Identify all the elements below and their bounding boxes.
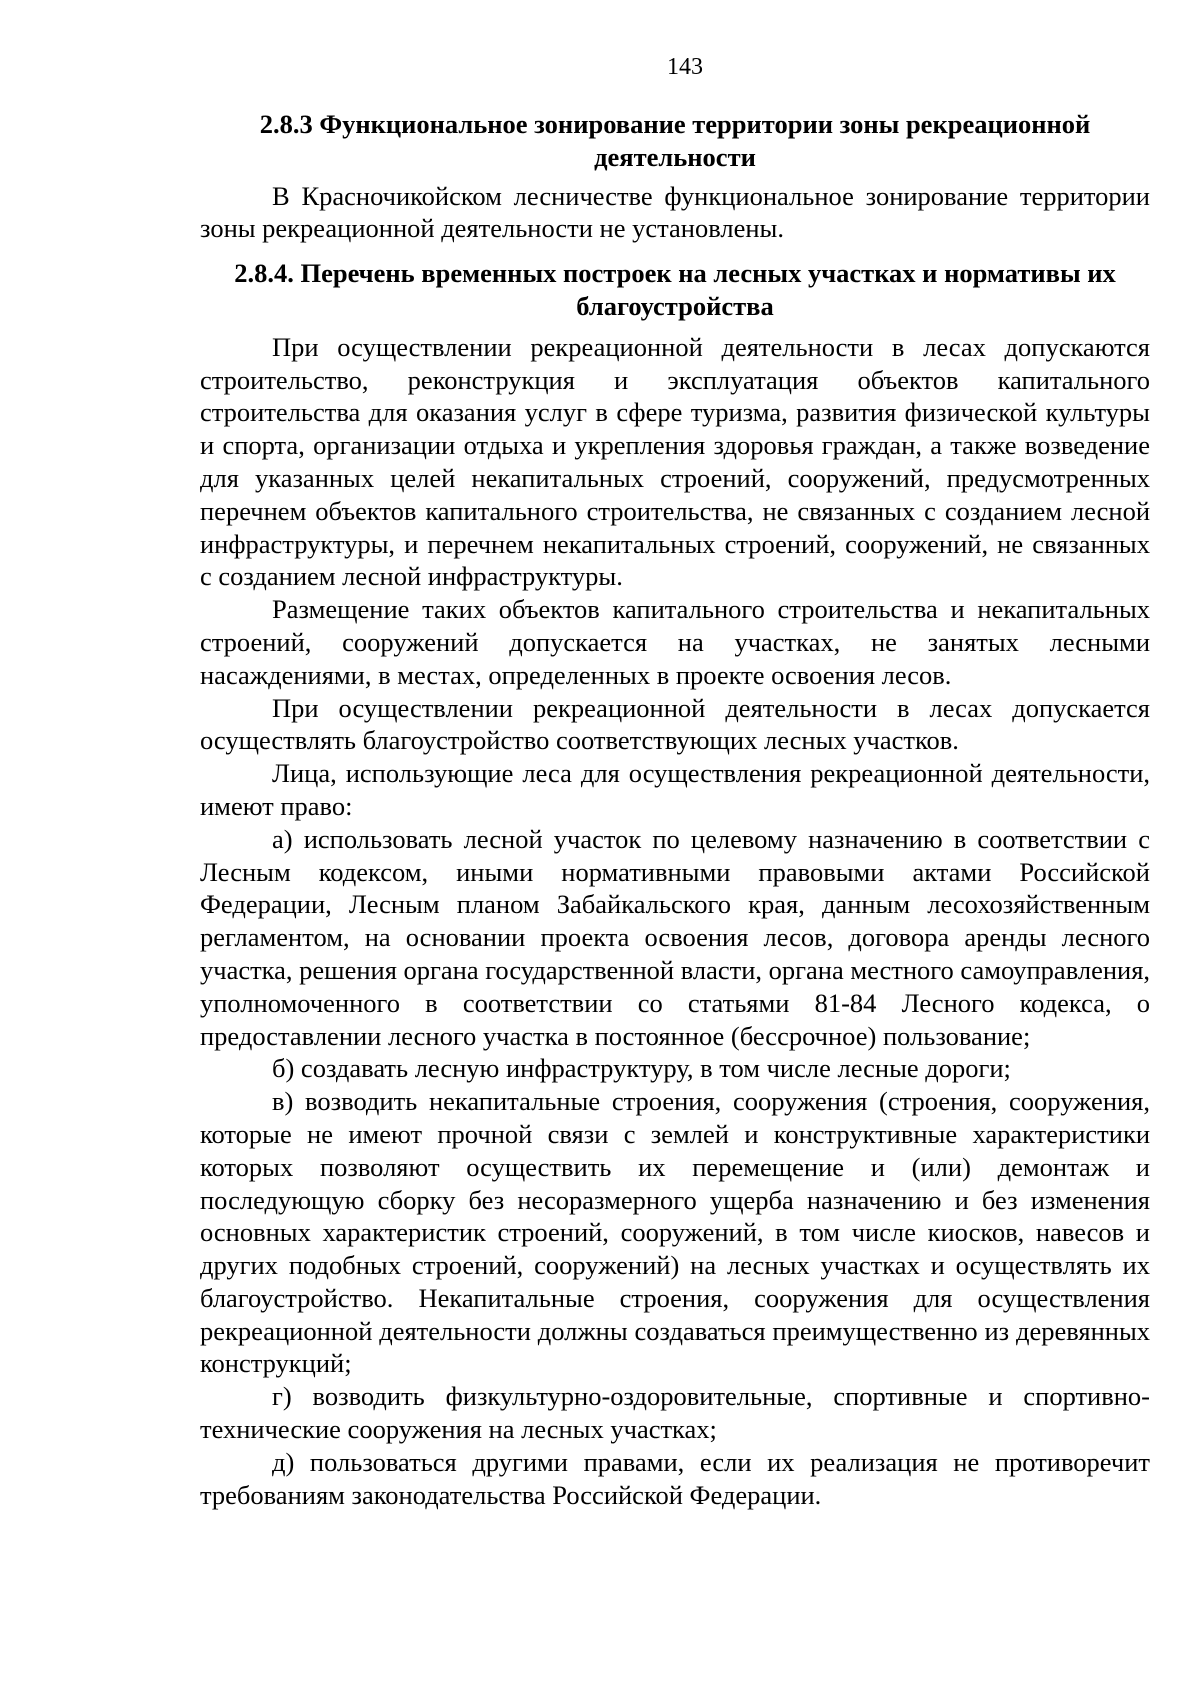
section-heading-2-8-3: 2.8.3 Функциональное зонирование территории зоны рекреационной деятельности (259, 109, 1091, 172)
paragraph-zoning: В Красночикойском лесничестве функциональное зонирование территории зоны рекреационной деятельности не установлены. (200, 180, 1150, 244)
list-item-v: в) возводить некапитальные строения, сооружения (строения, сооружения, которые не имеют прочной связи с землей и конструктивные характеристики которых позволяют осуществить их перемещение и (или) демонтаж и последующую сборку без несоразмерного ущерба назначению и без изменения основных характеристик строений, сооружений, в том числе киосков, навесов и других подобных строений, сооружений) на лесных участках и осуществлять их благоустройство. Некапитальные строения, сооружения для осуществления рекреационной деятельности должны создаваться преимущественно из деревянных конструкций; (200, 1086, 1150, 1379)
paragraph-placement: Размещение таких объектов капитального строительства и некапитальных строений, сооружений допускается на участках, не занятых лесными насаждениями, в местах, определенных в проекте освоения лесов. (200, 594, 1150, 690)
section-heading-2-8-4: 2.8.4. Перечень временных построек на лесных участках и нормативы их благоустройства (234, 258, 1116, 321)
page-number: 143 (667, 54, 703, 80)
document-page (200, 52, 1150, 1511)
list-item-a: а) использовать лесной участок по целевому назначению в соответствии с Лесным кодексом, иными нормативными правовыми актами Российской Федерации, Лесным планом Забайкальского края, данным лесохозяйственным регламентом, на основании проекта освоения лесов, договора аренды лесного участка, решения органа государственной власти, органа местного самоуправления, уполномоченного в соответствии со статьями 81-84 Лесного кодекса, о предоставлении лесного участка в постоянное (бессрочное) пользование; (200, 823, 1151, 1051)
list-item-d: д) пользоваться другими правами, если их реализация не противоречит требованиям законодательства Российской Федерации. (200, 1446, 1150, 1510)
paragraph-improvement: При осуществлении рекреационной деятельности в лесах допускается осуществлять благоустройство соответствующих лесных участков. (200, 692, 1150, 756)
paragraph-recreation-construction: При осуществлении рекреационной деятельности в лесах допускаются строительство, реконструкция и эксплуатация объектов капитального строительства для оказания услуг в сфере туризма, развития физической культуры и спорта, организации отдыха и укрепления здоровья граждан, а также возведение для указанных целей некапитальных строений, сооружений, предусмотренных перечнем объектов капитального строительства, не связанных с созданием лесной инфраструктуры, и перечнем некапитальных строений, сооружений, не связанных с созданием лесной инфраструктуры. (200, 331, 1150, 592)
paragraph-rights-intro: Лица, использующие леса для осуществления рекреационной деятельности, имеют право: (200, 758, 1150, 821)
list-item-g: г) возводить физкультурно-оздоровительные, спортивные и спортивно-технические сооружения на лесных участках; (200, 1381, 1150, 1445)
list-item-b: б) создавать лесную инфраструктуру, в том числе лесные дороги; (272, 1053, 1011, 1084)
